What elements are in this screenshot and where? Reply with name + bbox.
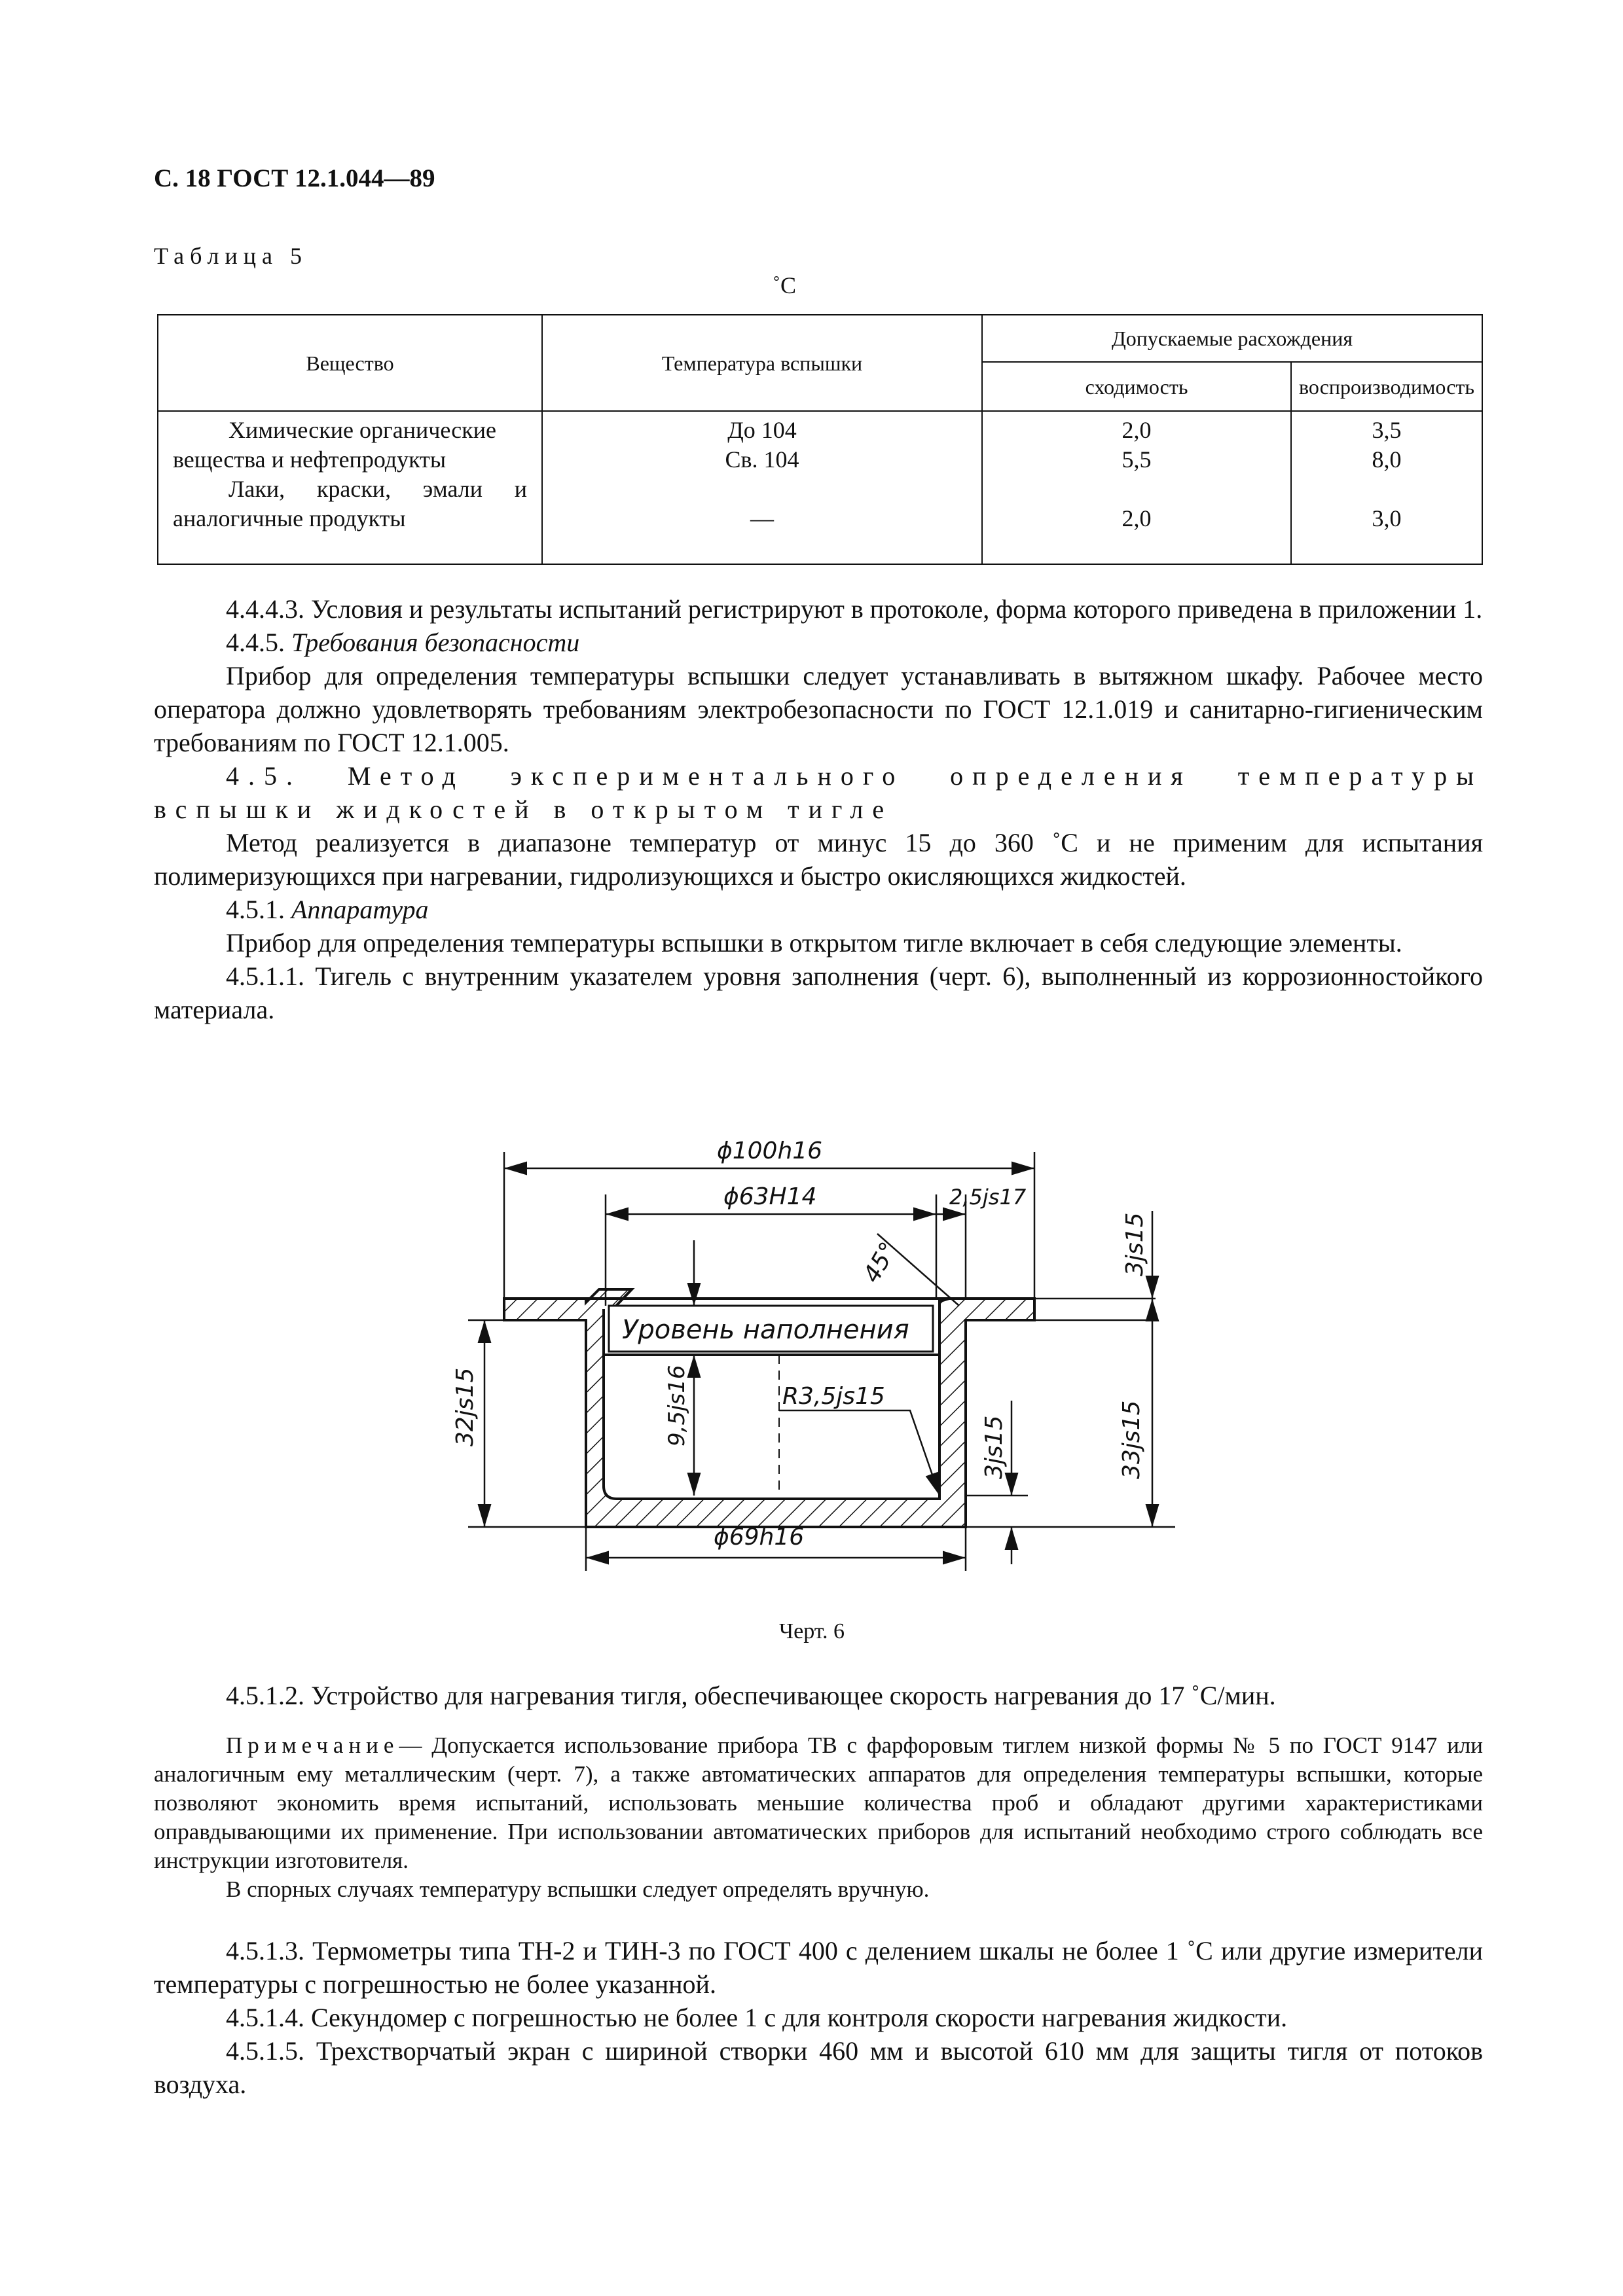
col-temp: Температура вспышки <box>542 315 982 411</box>
table-cell-reproducibility: 3,5 8,0 3,0 <box>1291 411 1482 564</box>
table-cell-convergence: 2,0 5,5 2,0 <box>982 411 1291 564</box>
paragraph: 4.5.1.2. Устройство для нагревания тигля, обеспечивающее скорость нагревания до 17 ˚С/мин. <box>226 1681 1276 1710</box>
dim-wall: 2,5js17 <box>949 1185 1027 1210</box>
dim-inner-diameter: ϕ63H14 <box>723 1183 817 1210</box>
text-block-3 <box>154 1934 1483 2101</box>
col-convergence: сходимость <box>982 362 1291 411</box>
dim-radius: R3,5js15 <box>782 1383 885 1410</box>
note-paragraph: Примечание— Допускается использование прибора ТВ с фарфоровым тиглем низкой формы № 5 по ГОСТ 9147 или аналогичным ему металлическим (черт. 7), а также автоматических аппаратов для определения температуры вспышки, которые позволяют экономить время испытаний, использовать меньшие количества проб и обладают другими характеристиками оправдывающими их применение. При использовании автоматических приборов для испытаний необходимо строго соблюдать все инструкции изготовителя. <box>154 1732 1483 1873</box>
paragraph: 4.5.1.3. Термометры типа ТН-2 и ТИН-3 по ГОСТ 400 с делением шкалы не более 1 ˚С или другие измерители температуры с погрешностью не более указанной. <box>154 1936 1483 1999</box>
dim-bottom-diameter: ϕ69h16 <box>714 1524 805 1551</box>
paragraph: 4.5.1.1. Тигель с внутренним указателем уровня заполнения (черт. 6), выполненный из коррозионностойкого материала. <box>154 961 1483 1024</box>
section-heading: 4.5.1. Аппаратура <box>226 895 429 924</box>
crucible-drawing <box>452 1113 1178 1584</box>
table-unit: ˚С <box>773 272 796 298</box>
paragraph: 4.5.1.4. Секундомер с погрешностью не более 1 с для контроля скорости нагревания жидкости. <box>226 2003 1288 2032</box>
fill-level-label: Уровень наполнения <box>622 1315 909 1345</box>
section-heading: 4.5. Метод экспериментального определения температуры <box>226 761 1483 791</box>
table-cell-substance: Химические органические вещества и нефтепродукты Лаки, краски, эмали и аналогичные продукты <box>158 411 542 564</box>
dim-angle: 45° <box>858 1238 903 1287</box>
table-caption: Таблица 5 <box>154 243 308 269</box>
section-heading: вспышки жидкостей в открытом тигле <box>154 795 894 824</box>
paragraph: Прибор для определения температуры вспышки следует устанавливать в вытяжном шкафу. Рабочее место оператора должно удовлетворять требованиям электробезопасности по ГОСТ 12.1.019 и санитарно-гигиеническим требованиям по ГОСТ 12.1.005. <box>154 661 1483 757</box>
section-heading: 4.4.5. Требования безопасности <box>226 628 580 657</box>
paragraph: Метод реализуется в диапазоне температур от минус 15 до 360 ˚С и не применим для испытания полимеризующихся при нагревании, гидролизующихся и быстро окисляющихся жидкостей. <box>154 828 1483 891</box>
table-5 <box>157 314 1483 565</box>
col-allowed: Допускаемые расхождения <box>982 315 1482 362</box>
col-reproducibility: воспроизводимость <box>1291 362 1482 411</box>
dim-total-height: 33js15 <box>1118 1400 1145 1479</box>
paragraph: 4.4.4.3. Условия и результаты испытаний регистрируют в протоколе, форма которого приведена в приложении 1. <box>226 594 1483 624</box>
page-header: С. 18 ГОСТ 12.1.044—89 <box>154 164 435 192</box>
note-paragraph: В спорных случаях температуру вспышки следует определять вручную. <box>226 1876 930 1902</box>
dim-left-height: 32js15 <box>452 1367 479 1446</box>
text-block-2 <box>154 1679 1483 1712</box>
note-block <box>154 1731 1483 1904</box>
figure-caption: Черт. 6 <box>779 1619 845 1643</box>
dim-right-bottom: 3js15 <box>981 1415 1008 1479</box>
col-substance: Вещество <box>158 315 542 411</box>
dim-right-top: 3js15 <box>1122 1212 1148 1276</box>
paragraph: Прибор для определения температуры вспышки в открытом тигле включает в себя следующие элементы. <box>226 928 1402 958</box>
dim-outer-diameter: ϕ100h16 <box>717 1138 823 1164</box>
table-cell-temp: До 104 Св. 104 — <box>542 411 982 564</box>
paragraph: 4.5.1.5. Трехстворчатый экран с шириной створки 460 мм и высотой 610 мм для защиты тигля от потоков воздуха. <box>154 2036 1483 2099</box>
text-block-1 <box>154 592 1483 1026</box>
dim-level-height: 9,5js16 <box>664 1365 690 1446</box>
